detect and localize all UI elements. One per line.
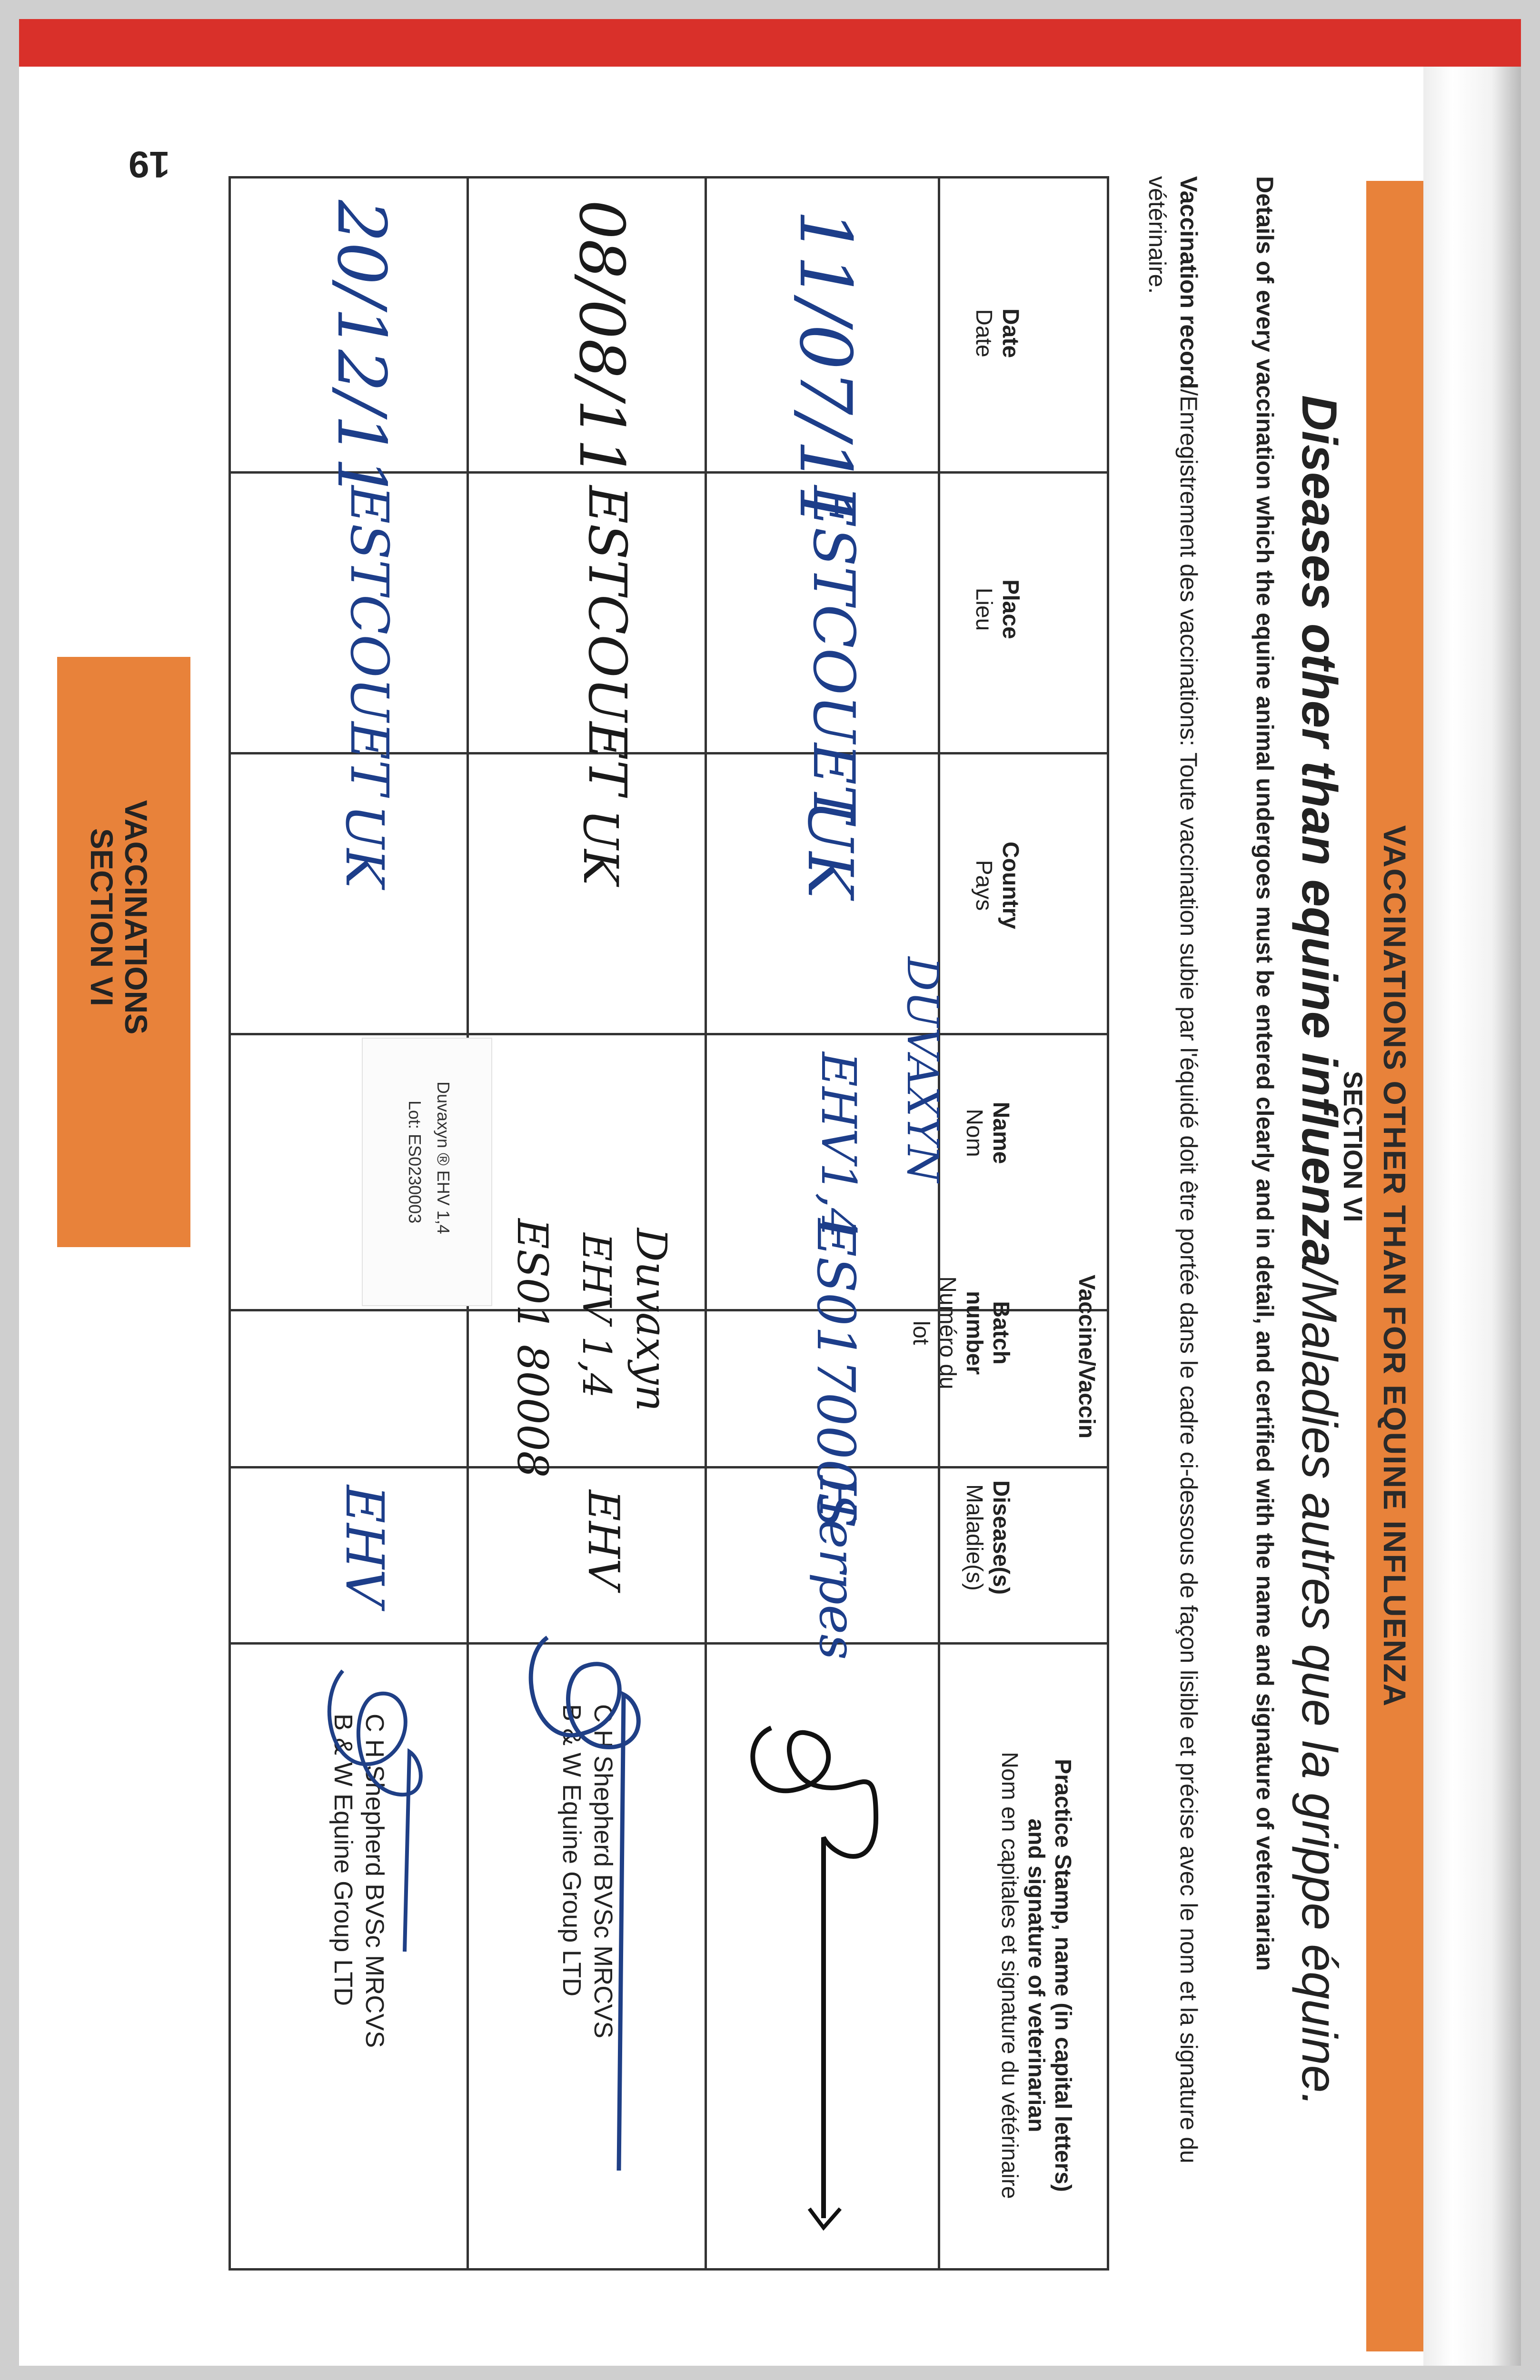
vaccine-group-divider — [976, 1033, 1071, 1035]
heading-fr: Maladies autres que la grippe équine. — [1292, 1280, 1347, 2107]
tab-subtitle: SECTION VI — [84, 828, 119, 1007]
row2-batch-line3: ES01 80008 — [508, 1219, 557, 1478]
col-head-batch: Batch number Numéro du lot — [908, 1276, 1013, 1389]
intro-english: Details of every vaccination which the equine animal undergoes must be entered clearly and in detail, and certified with the name and signature of veterinarian — [1252, 176, 1278, 1971]
header-band — [1366, 181, 1423, 2351]
intro-french — [1142, 176, 1204, 2247]
row3-disease: EHV — [334, 1485, 395, 1607]
row3-signature — [305, 1637, 447, 1971]
sticker-line1: Duvaxyn ® EHV 1,4 — [434, 1081, 453, 1234]
row3-country: UK — [334, 804, 395, 888]
section-tab — [57, 657, 190, 1247]
row2-stamp: C H Shepherd BVSc MRCVS B & W Equine Group LTD — [557, 1704, 617, 2039]
row3-place: ESTCOUET — [339, 486, 400, 795]
row1-place: ESTCOUET — [800, 486, 866, 823]
intro-french-text: /Enregistrement des vaccinations: Toute vaccination subie par l'équidé doit être portée dans le cadre ci-dessous de façon lisible et précise avec le nom et la signature du vétérinaire. — [1144, 176, 1202, 2163]
row3-date: 20/12/11 — [322, 200, 400, 499]
row1-name-line2: EHV1,4 — [811, 1052, 866, 1239]
batch-sticker — [362, 1038, 492, 1306]
row1-country: UK — [794, 800, 866, 898]
col-head-stamp: Practice Stamp, name (in capital letters) and signature of veterinarian Nom en capitales et signature du vétérinaire — [997, 1752, 1075, 2199]
col-head-name: Name Nom — [962, 1101, 1013, 1164]
page-gutter — [1423, 67, 1521, 2366]
table-divider — [229, 1466, 1109, 1468]
page-number: 19 — [129, 144, 170, 186]
row3-stamp: C H Shepherd BVSc MRCVS B & W Equine Group LTD — [329, 1714, 389, 2048]
col-head-country: Country Pays — [971, 842, 1023, 929]
row1-signature — [733, 1695, 914, 2247]
col-head-place: Place Lieu — [971, 579, 1023, 639]
row2-batch-line1: Duvaxyn — [627, 1228, 676, 1412]
row2-date: 08/08/11 — [566, 200, 638, 478]
row2-disease: EHV — [578, 1490, 628, 1590]
row2-place: ESTCOUET — [577, 486, 638, 795]
row1-batch: ES017000S — [805, 1219, 866, 1528]
tab-title: VACCINATIONS — [119, 800, 154, 1035]
col-head-date: Date Date — [971, 308, 1023, 358]
col-head-disease: Disease(s) Maladie(s) — [962, 1480, 1013, 1595]
row2-country: UK — [573, 809, 628, 885]
heading-separator: / — [1292, 1267, 1347, 1281]
header-band-title: VACCINATIONS OTHER THAN FOR EQUINE INFLUENZA — [1377, 825, 1412, 1707]
section-label: SECTION VI — [1338, 1071, 1368, 1222]
row2-signature — [505, 1609, 662, 2190]
intro-french-bold: Vaccination record — [1175, 176, 1202, 389]
heading-en: Diseases other than equine influenza — [1292, 395, 1347, 1267]
row1-date: 11/07/11 — [784, 209, 866, 530]
page-heading — [1291, 395, 1347, 2106]
row1-disease: Herpes — [808, 1476, 866, 1660]
header-row-divider — [938, 176, 940, 2271]
col-head-vaccine: Vaccine/Vaccin — [1074, 1274, 1099, 1439]
book-cover-edge — [19, 19, 1521, 67]
row1-name-line1: DUVAXYN — [897, 957, 947, 1183]
row2-batch-line2: EHV 1,4 — [574, 1233, 619, 1398]
sticker-line2: Lot: ES0230003 — [405, 1101, 425, 1224]
row-divider — [705, 176, 707, 2271]
